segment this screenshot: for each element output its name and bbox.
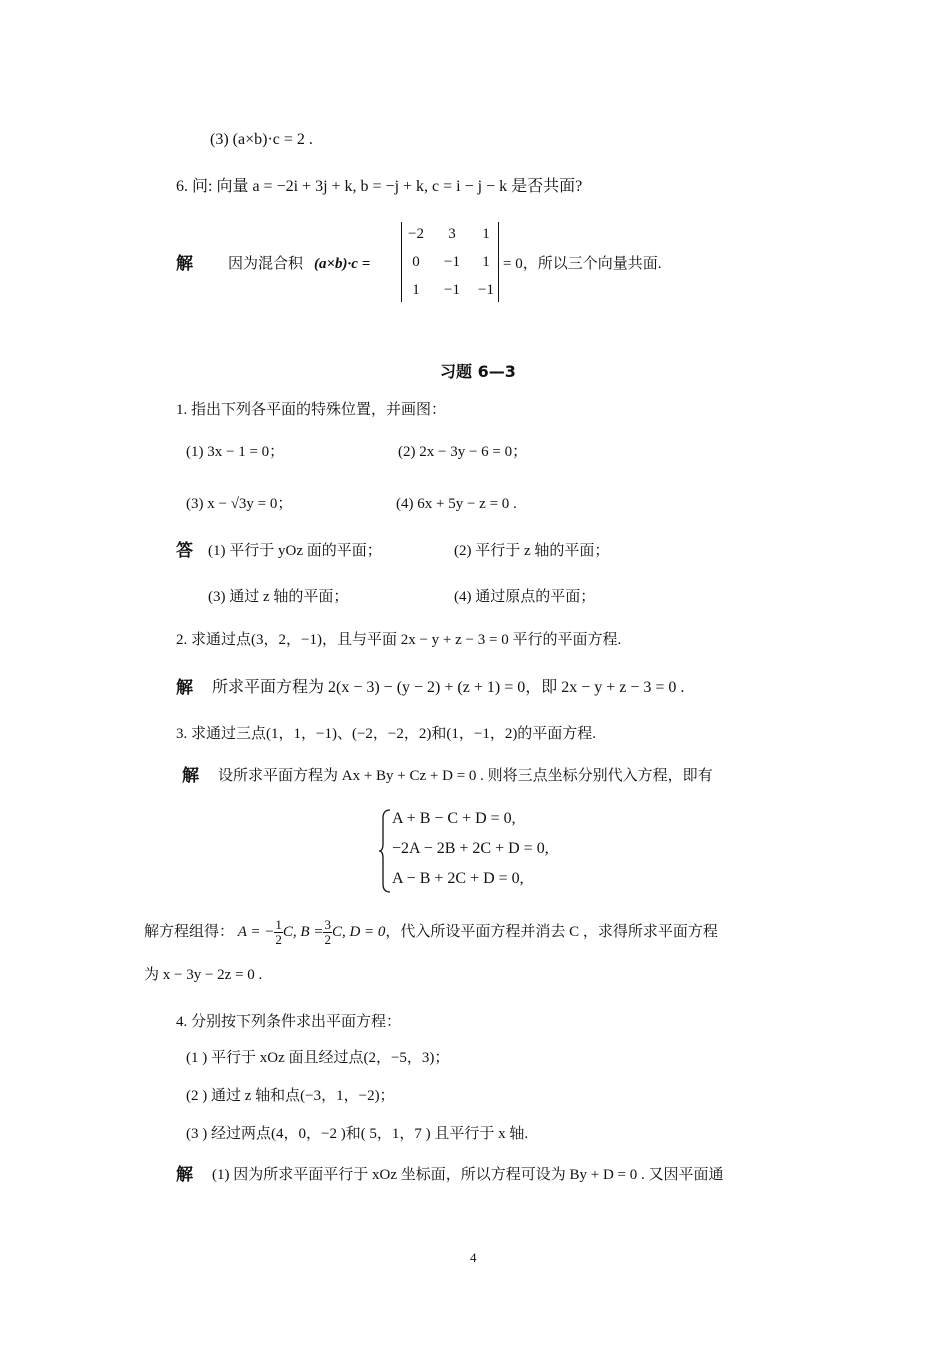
solution-text: 因为混合积 bbox=[228, 256, 304, 272]
matrix-cell: −1 bbox=[478, 282, 494, 298]
solution-label: 解 bbox=[176, 678, 193, 697]
solution-text: 为 x − 3y − 2z = 0 . bbox=[144, 967, 263, 983]
solution-result bbox=[144, 914, 718, 950]
answer-part: (4) 通过原点的平面； bbox=[454, 589, 596, 605]
equation-row: A + B − C + D = 0, bbox=[392, 810, 516, 827]
math-expression: (a×b)·c = bbox=[314, 256, 371, 272]
problem-4: 4. 分别按下列条件求出平面方程： bbox=[176, 1014, 402, 1030]
answer-part: (3) 通过 z 轴的平面； bbox=[208, 589, 349, 605]
solution-text: 所求平面方程为 2(x − 3) − (y − 2) + (z + 1) = 0，即 2x − y + z − 3 = 0 . bbox=[212, 679, 685, 696]
equation-system bbox=[378, 808, 598, 894]
problem-4-part: (1 ) 平行于 xOz 面且经过点(2，−5，3)； bbox=[186, 1050, 450, 1066]
text-line: (3) (a×b)·c = 2 . bbox=[210, 131, 313, 148]
matrix-cell: 1 bbox=[482, 254, 490, 270]
result-D: C, D = 0 bbox=[331, 924, 386, 940]
denominator: 2 bbox=[275, 932, 282, 948]
problem-1-part: (4) 6x + 5y − z = 0 . bbox=[396, 496, 517, 512]
problem-3: 3. 求通过三点(1，1，−1)、(−2，−2，2)和(1，−1，2)的平面方程. bbox=[176, 726, 597, 742]
problem-4-part: (3 ) 经过两点(4，0，−2 )和( 5，1，7 ) 且平行于 x 轴. bbox=[186, 1126, 529, 1142]
left-brace-icon bbox=[378, 808, 392, 894]
matrix-cell: −2 bbox=[408, 226, 424, 242]
equation-row: −2A − 2B + 2C + D = 0, bbox=[392, 840, 549, 857]
equation-row: A − B + 2C + D = 0, bbox=[392, 870, 524, 887]
problem-1-part: (3) x − √3y = 0； bbox=[186, 496, 293, 512]
problem-1: 1. 指出下列各平面的特殊位置，并画图： bbox=[176, 402, 447, 418]
answer-part: (1) 平行于 yOz 面的平面； bbox=[208, 543, 382, 559]
solution-text: (1) 因为所求平面平行于 xOz 坐标面，所以方程可设为 By + D = 0 . 又因平面通 bbox=[212, 1167, 724, 1183]
solution-text: = 0，所以三个向量共面. bbox=[503, 256, 662, 272]
matrix-cell: 1 bbox=[412, 282, 420, 298]
matrix-cell: −1 bbox=[444, 254, 460, 270]
result-suffix: ，代入所设平面方程并消去 C ，求得所求平面方程 bbox=[385, 924, 718, 940]
matrix-cell: −1 bbox=[444, 282, 460, 298]
problem-1-part: (1) 3x − 1 = 0； bbox=[186, 444, 285, 460]
fraction bbox=[274, 918, 283, 947]
matrix-cell: 1 bbox=[482, 226, 490, 242]
matrix-cell: 0 bbox=[412, 254, 420, 270]
numerator: 1 bbox=[275, 917, 282, 933]
fraction bbox=[323, 918, 332, 947]
matrix-cell: 3 bbox=[448, 226, 456, 242]
result-A: A = − bbox=[237, 924, 275, 940]
determinant-matrix bbox=[401, 222, 499, 302]
page-number: 4 bbox=[470, 1250, 477, 1265]
solution-label: 解 bbox=[176, 254, 193, 273]
result-B: C, B = bbox=[282, 924, 324, 940]
section-title: 习题 6—3 bbox=[440, 362, 516, 381]
result-prefix: 解方程组得： bbox=[144, 924, 235, 940]
problem-4-part: (2 ) 通过 z 轴和点(−3，1，−2)； bbox=[186, 1088, 395, 1104]
problem-2: 2. 求通过点(3，2，−1)，且与平面 2x − y + z − 3 = 0 平行的平面方程. bbox=[176, 632, 622, 648]
solution-label: 解 bbox=[182, 766, 199, 785]
solution-text: 设所求平面方程为 Ax + By + Cz + D = 0 . 则将三点坐标分别代入方程，即有 bbox=[218, 768, 713, 784]
solution-label: 解 bbox=[176, 1165, 193, 1184]
numerator: 3 bbox=[324, 917, 331, 933]
denominator: 2 bbox=[324, 932, 331, 948]
answer-part: (2) 平行于 z 轴的平面； bbox=[454, 543, 610, 559]
question-6: 6. 问: 向量 a = −2i + 3j + k, b = −j + k, c = i − j − k 是否共面? bbox=[176, 178, 583, 195]
problem-1-part: (2) 2x − 3y − 6 = 0； bbox=[398, 444, 528, 460]
answer-label: 答 bbox=[176, 541, 193, 560]
